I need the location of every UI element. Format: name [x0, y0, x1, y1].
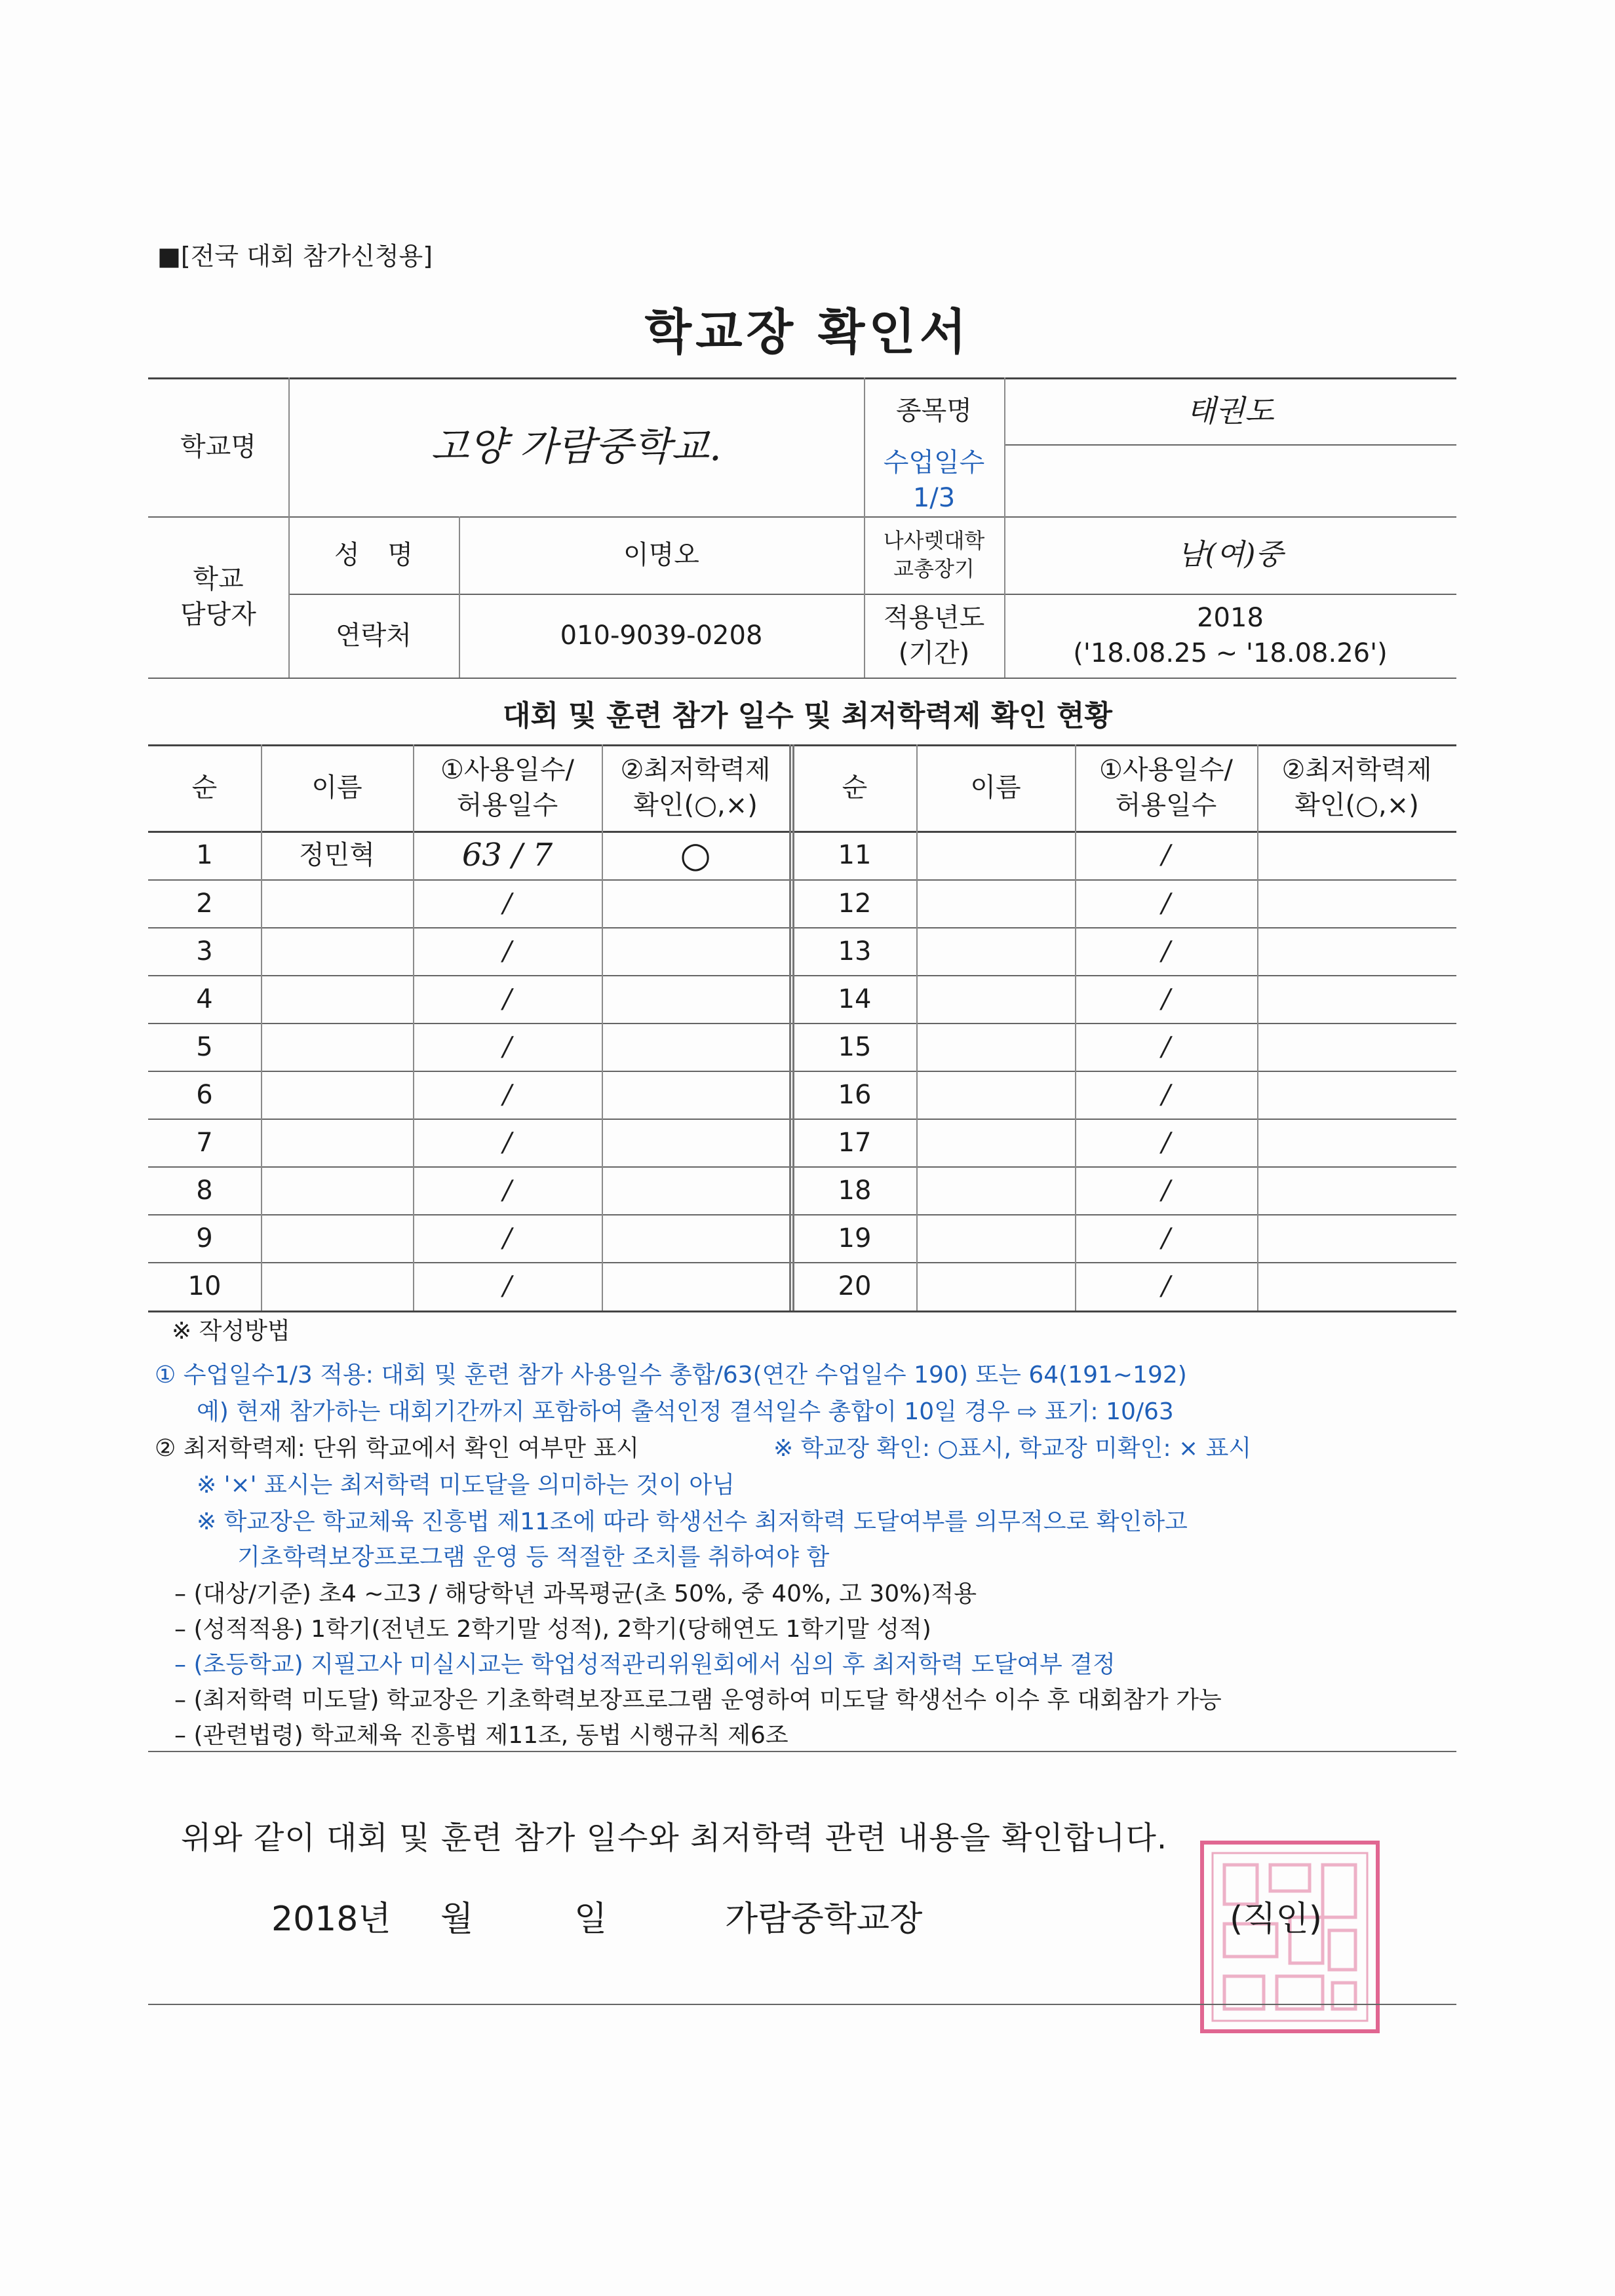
row-check: [602, 1119, 789, 1166]
row-days: /: [503, 1223, 512, 1253]
date-year: 2018년: [271, 1900, 391, 1939]
row-name: [916, 831, 1075, 879]
footer-divider: [148, 2004, 1456, 2005]
class-days-value: [1004, 444, 1456, 516]
phone-label: 연락처: [336, 621, 412, 651]
row-name: [916, 879, 1075, 927]
period-range: ('18.08.25 ~ '18.08.26'): [1073, 638, 1388, 668]
col-header-check-right: [1257, 744, 1456, 831]
row-check: [602, 879, 789, 927]
row-days: /: [503, 984, 512, 1014]
doc-category: ■[전국 대회 참가신청용]: [157, 242, 433, 271]
date-day: 일: [574, 1900, 608, 1939]
note-2-line-2: ※ '×' 표시는 최저학력 미도달을 의미하는 것이 아님: [197, 1472, 735, 1499]
principal-title: 가람중학교장: [725, 1900, 923, 1939]
note-2-line-1a: ② 최저학력제: 단위 학교에서 확인 여부만 표시: [155, 1435, 640, 1462]
row-check: [1257, 1023, 1456, 1071]
row-name: [916, 1023, 1075, 1071]
note-2-line-1b: ※ 학교장 확인: ○표시, 학교장 미확인: × 표시: [773, 1435, 1252, 1462]
row-no: 4: [196, 984, 213, 1014]
row-days: /: [1161, 936, 1171, 966]
row-no: 14: [838, 984, 872, 1014]
note-1-line-2: 예) 현재 참가하는 대회기간까지 포함하여 출석인정 결석일수 총합이 10일 경우 ⇨ 표기: 10/63: [197, 1398, 1174, 1425]
col-header-check-right-line2: 확인(○,×): [1294, 790, 1419, 820]
col-header-days-left-line2: 허용일수: [456, 790, 558, 820]
row-name: [261, 1166, 413, 1214]
detail-5: – (관련법령) 학교체육 진흥법 제11조, 동법 시행규칙 제6조: [174, 1722, 788, 1749]
sport-label: 종목명: [896, 396, 972, 426]
row-days: /: [1161, 1271, 1171, 1301]
row-name: [916, 1166, 1075, 1214]
col-header-check-left-line1: ②최저학력제: [620, 755, 771, 785]
class-days-label-line1: 수업일수: [883, 448, 985, 478]
col-header-days-left: [413, 744, 602, 831]
row-name: [261, 1119, 413, 1166]
row-no: 6: [196, 1079, 213, 1110]
note-2-line-3: ※ 학교장은 학교체육 진흥법 제11조에 따라 학생선수 최저학력 도달여부를 의무적으로 확인하고: [197, 1508, 1188, 1535]
competition-label-line1: 나사렛대학: [883, 527, 985, 553]
row-check: [602, 1166, 789, 1214]
seal-label: (직인): [1230, 1900, 1323, 1939]
row-days: /: [1161, 840, 1171, 870]
row-days: /: [503, 1271, 512, 1301]
row-no: 18: [838, 1175, 872, 1206]
row-no: 17: [838, 1127, 872, 1158]
row-check: [1257, 975, 1456, 1023]
row-name: [261, 975, 413, 1023]
row-no: 5: [196, 1031, 213, 1062]
row-days: /: [503, 1175, 512, 1206]
row-days: /: [503, 1031, 512, 1062]
row-name: [261, 1214, 413, 1262]
period-label-line1: 적용년도: [883, 603, 985, 633]
row-name: [261, 879, 413, 927]
row-days: /: [503, 936, 512, 966]
school-name-value: 고양 가람중학교.: [431, 423, 722, 470]
row-days: /: [503, 1127, 512, 1158]
col-header-check-right-line1: ②최저학력제: [1281, 755, 1432, 785]
row-name: [916, 1119, 1075, 1166]
class-days-label-line2: 1/3: [912, 483, 956, 513]
row-check: ○: [680, 833, 711, 875]
row-days: /: [1161, 888, 1171, 919]
col-header-no-right: 순: [842, 773, 868, 803]
row-days: /: [503, 888, 512, 919]
confirmation-text: 위와 같이 대회 및 훈련 참가 일수와 최저학력 관련 내용을 확인합니다.: [181, 1820, 1168, 1856]
col-header-days-right-line2: 허용일수: [1115, 790, 1217, 820]
contact-name-label: 성 명: [334, 540, 413, 570]
col-header-check-left-line2: 확인(○,×): [633, 790, 758, 820]
period-value: [1004, 594, 1456, 678]
row-days: /: [1161, 1175, 1171, 1206]
detail-4: – (최저학력 미도달) 학교장은 기초학력보장프로그램 운영하여 미도달 학생선수 이수 후 대회참가 가능: [174, 1687, 1222, 1713]
manager-label-line1: 학교: [193, 564, 244, 594]
col-header-name-right: 이름: [970, 773, 1021, 803]
row-no: 19: [838, 1223, 872, 1253]
row-name: [916, 1071, 1075, 1119]
row-days: 63 / 7: [461, 836, 553, 873]
row-check: [602, 1023, 789, 1071]
row-name: [916, 975, 1075, 1023]
note-2-line-4: 기초학력보장프로그램 운영 등 적절한 조치를 취하여야 함: [237, 1544, 830, 1571]
row-check: [602, 1071, 789, 1119]
row-check: [1257, 1262, 1456, 1311]
detail-2: – (성적적용) 1학기(전년도 2학기말 성적), 2학기(당해연도 1학기말 성적): [174, 1616, 931, 1643]
school-name-label: 학교명: [180, 432, 256, 462]
row-name: [261, 1023, 413, 1071]
row-no: 20: [838, 1271, 872, 1301]
period-year: 2018: [1197, 603, 1264, 633]
row-check: [602, 1214, 789, 1262]
row-check: [602, 1262, 789, 1311]
sport-value: 태권도: [1186, 392, 1274, 429]
col-header-name-left: 이름: [311, 773, 362, 803]
notes-heading: ※ 작성방법: [172, 1318, 290, 1345]
row-check: [1257, 927, 1456, 975]
row-check: [1257, 1119, 1456, 1166]
row-no: 11: [838, 840, 872, 870]
date-month: 월: [440, 1900, 474, 1939]
row-name: [916, 1262, 1075, 1311]
row-days: /: [1161, 984, 1171, 1014]
row-days: /: [1161, 1223, 1171, 1253]
manager-label: [148, 516, 288, 678]
row-no: 10: [187, 1271, 222, 1301]
row-name: [261, 927, 413, 975]
row-no: 1: [196, 840, 213, 870]
period-label: [864, 594, 1004, 678]
competition-label: [864, 516, 1004, 594]
row-no: 12: [838, 888, 872, 919]
row-name: [261, 1262, 413, 1311]
row-no: 3: [196, 936, 213, 966]
row-check: [602, 975, 789, 1023]
row-check: [1257, 1166, 1456, 1214]
phone-value: 010-9039-0208: [560, 621, 763, 651]
notes-divider: [148, 1751, 1456, 1752]
row-no: 7: [196, 1127, 213, 1158]
contact-name-value: 이명오: [623, 540, 699, 570]
row-check: [1257, 831, 1456, 879]
row-name: 정민혁: [299, 840, 375, 870]
note-1-line-1: ① 수업일수1/3 적용: 대회 및 훈련 참가 사용일수 총합/63(연간 수업일수 190) 또는 64(191~192): [155, 1362, 1187, 1388]
col-header-days-left-line1: ①사용일수/: [440, 755, 574, 785]
row-check: [1257, 879, 1456, 927]
detail-3: – (초등학교) 지필고사 미실시교는 학업성적관리위원회에서 심의 후 최저학력 도달여부 결정: [174, 1651, 1116, 1678]
row-no: 8: [196, 1175, 213, 1206]
row-check: [1257, 1071, 1456, 1119]
page-title: 학교장 확인서: [644, 304, 971, 360]
col-header-days-right-line1: ①사용일수/: [1099, 755, 1233, 785]
manager-label-line2: 담당자: [180, 600, 256, 630]
row-no: 2: [196, 888, 213, 919]
row-no: 9: [196, 1223, 213, 1253]
row-check: [1257, 1214, 1456, 1262]
row-days: /: [1161, 1079, 1171, 1110]
class-days-label: [864, 444, 1004, 516]
period-label-line2: (기간): [898, 638, 970, 668]
row-name: [916, 1214, 1075, 1262]
row-days: /: [503, 1079, 512, 1110]
competition-label-line2: 교총장기: [893, 556, 975, 581]
status-heading: 대회 및 훈련 참가 일수 및 최저학력제 확인 현황: [502, 699, 1113, 733]
row-days: /: [1161, 1127, 1171, 1158]
col-header-days-right: [1075, 744, 1257, 831]
row-no: 15: [838, 1031, 872, 1062]
row-check: [602, 927, 789, 975]
row-name: [916, 927, 1075, 975]
row-name: [261, 1071, 413, 1119]
col-header-no-left: 순: [191, 773, 218, 803]
row-days: /: [1161, 1031, 1171, 1062]
detail-1: – (대상/기준) 초4 ~고3 / 해당학년 과목평균(초 50%, 중 40%, 고 30%)적용: [174, 1580, 977, 1607]
row-no: 16: [838, 1079, 872, 1110]
competition-level-value: 남(여)중: [1177, 538, 1283, 572]
row-no: 13: [838, 936, 872, 966]
col-header-check-left: [602, 744, 789, 831]
